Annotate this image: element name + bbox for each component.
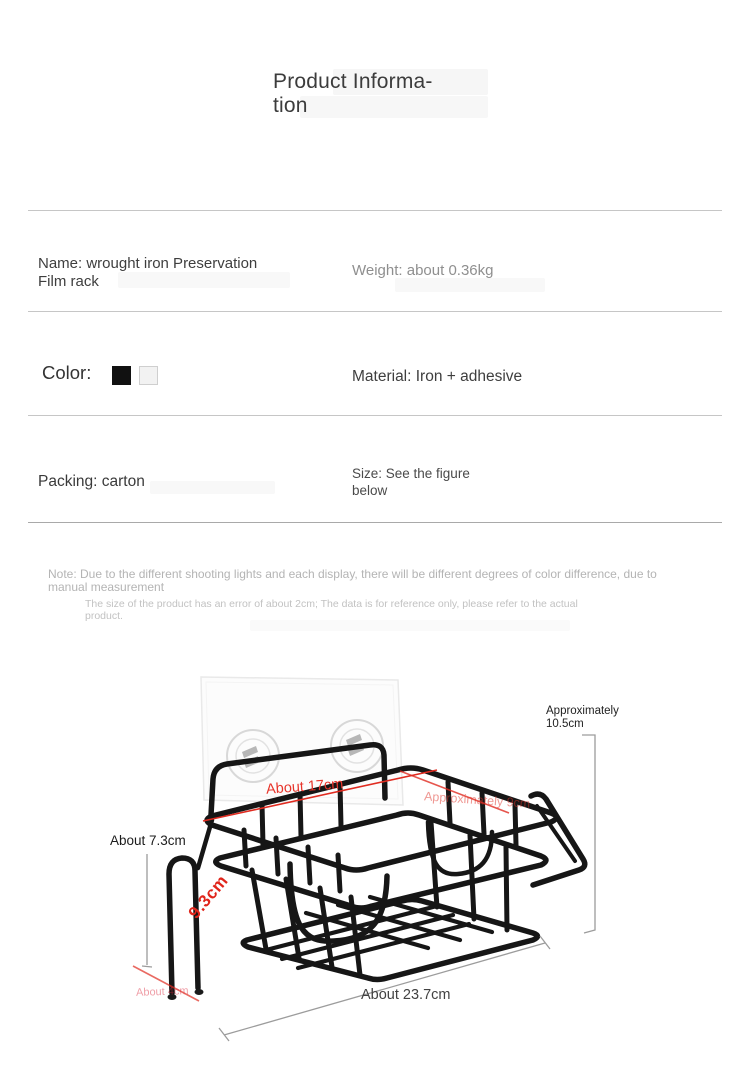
dimension-label-depth: Approximately 9cm xyxy=(423,789,531,811)
note-color-difference: Note: Due to the different shooting lights and each display, there will be different degrees of color difference, due to manual measurement xyxy=(48,567,657,594)
page-title-line2: tion xyxy=(273,94,308,117)
dimension-label-height-left: About 7.3cm xyxy=(110,833,186,848)
dimension-label-height-right: Approximately 10.5cm xyxy=(546,705,619,730)
page-title-line1: Product Informa- xyxy=(273,70,433,93)
dimension-label-bottom-width: About 23.7cm xyxy=(361,987,451,1003)
spec-size: Size: See the figure below xyxy=(352,466,470,498)
spec-packing: Packing: carton xyxy=(38,473,145,490)
spec-material: Material: Iron + adhesive xyxy=(352,368,523,385)
spec-color-label: Color: xyxy=(42,362,92,383)
dimension-label-inner-height: 9.3cm xyxy=(184,871,232,923)
spec-weight: Weight: about 0.36kg xyxy=(352,262,494,279)
spec-product-name: Name: wrought iron Preservation Film rack xyxy=(38,255,258,290)
dimension-label-top-width: About 17cm xyxy=(265,776,344,798)
dimension-label-foot: About 4cm xyxy=(135,985,189,999)
note-size-tolerance: The size of the product has an error of about 2cm; The data is for reference only, please refer to the actual product. xyxy=(85,598,578,622)
